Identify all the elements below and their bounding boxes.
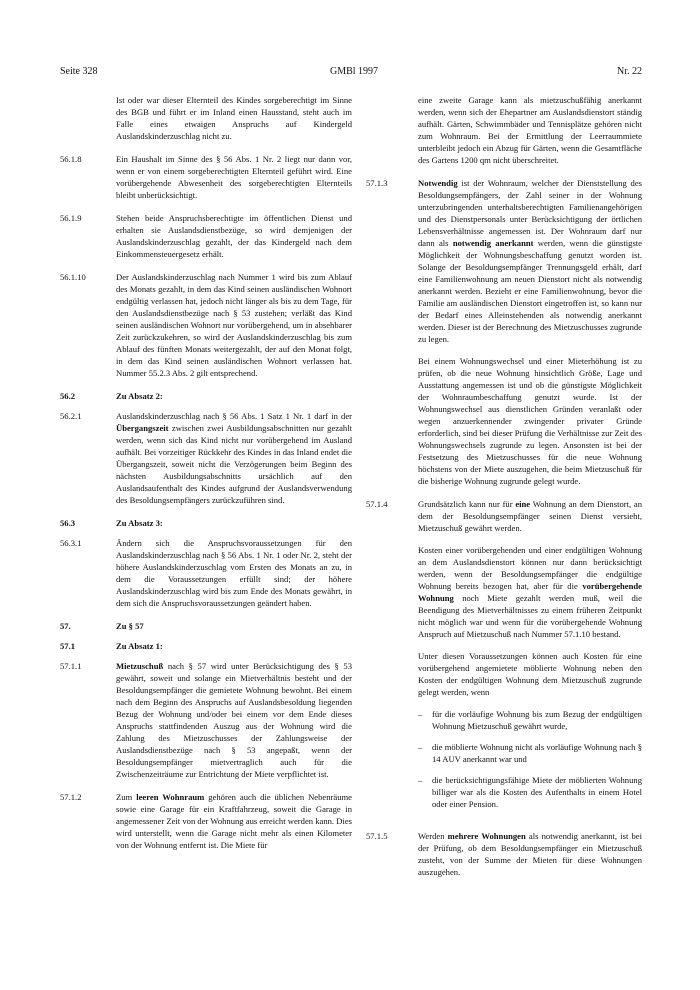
- paragraph-number: 57.: [60, 621, 71, 631]
- dash-marker: –: [418, 775, 423, 785]
- section-heading: [60, 517, 352, 529]
- paragraph-body: [116, 212, 352, 260]
- text-run: Stehen beide Anspruchsberechtigte im öffentlichen Dienst und erhalten sie Auslandsdienstbezüge, so wird demjenigen der Auslandskinderzuschlag gezahlt, der das Kindergeld nach dem Einkommensteuergesetz erhält.: [116, 213, 352, 259]
- text-run: Zu Absatz 3:: [116, 518, 163, 528]
- dash-list-item: [418, 708, 642, 732]
- paragraph-entry: [60, 94, 352, 142]
- paragraph-body: [116, 620, 352, 632]
- dash-list-item: [418, 741, 642, 765]
- paragraph-number: 56.1.10: [60, 272, 86, 282]
- paragraph-number: 57.1.4: [366, 499, 388, 509]
- paragraph-number: 56.2.1: [60, 411, 82, 421]
- paragraph-body: [116, 410, 352, 506]
- text-run: Kosten einer vorübergehenden und einer endgültigen Wohnung an dem Auslandsdienstort können nur dann berücksichtigt werden, wenn der Besoldungsempfänger die endgültige Wohnung bereits bezogen hat, aber für die: [418, 545, 642, 591]
- paragraph-number: 57.1.3: [366, 178, 388, 188]
- paragraph-entry: [60, 410, 352, 506]
- paragraph-number: [60, 94, 116, 142]
- text-run: Auslandskinderzuschlag nach § 56 Abs. 1 Satz 1 Nr. 1 darf in der: [116, 411, 352, 421]
- paragraph-text: [418, 177, 642, 345]
- text-run: Der Auslandskinderzuschlag nach Nummer 1 wird bis zum Ablauf des Monats gezahlt, in dem das Kind seinen ausländischen Wohnort endgültig verlassen hat, jedoch nicht länger als bis zu dem Tage, für den Auslandsdienstbezüge nach § 53 zustehen; verläßt das Kind seinen ausländischen Wohnort nur vorübergehend, um in absehbarer Zeit zurückzukehren, so wird der Auslandskinderzuschlag bis zum Ablauf des fünften Monats weitergezahlt, der auf den Monat folgt, in dem das Kind seinen ausländischen Wohnort verlassen hat. Nummer 55.2.3 Abs. 2 gilt entsprechend.: [116, 272, 352, 378]
- paragraph-number: 56.1.9: [60, 213, 82, 223]
- text-run: Ist oder war dieser Elternteil des Kindes sorgeberechtigt im Sinne des BGB und führt er im Inland einen Hausstand, steht auch im Falle eines etwaigen Anspruchs auf Kindergeld Auslandskinderzuschlag nicht zu.: [116, 95, 352, 141]
- page-number: Seite 328: [60, 66, 98, 77]
- right-column: [366, 94, 642, 889]
- text-run: ist der Wohnraum, welcher der Dienststellung des Besoldungsempfängers, der Zahl seiner in der Wohnung unterzubringenden unterhaltsberechtigten Familienangehörigen und des Dienstpersonals unter Berücksichtigung der örtlichen Lebensverhältnisse angemessen ist. Der Wohnraum darf nur dann als: [418, 178, 642, 248]
- paragraph-body: [418, 94, 642, 166]
- bold-term: mehrere Wohnungen: [447, 831, 526, 841]
- bold-term: notwendig anerkannt: [452, 238, 534, 248]
- paragraph-body: [116, 153, 352, 201]
- paragraph-entry: [366, 830, 642, 878]
- paragraph-body: [116, 390, 352, 402]
- text-run: Zu Absatz 2:: [116, 391, 163, 401]
- paragraph-entry: [60, 537, 352, 609]
- paragraph-body: [116, 660, 352, 780]
- paragraph-body: [418, 830, 642, 878]
- text-run: Unter diesen Voraussetzungen können auch Kosten für eine vorübergehend angemietete möblierte Wohnung neben den Kosten der endgültigen Wohnung dem Mietzuschuß zugrunde gelegt werden, wenn: [418, 651, 642, 697]
- paragraph-text: [418, 544, 642, 640]
- text-run: zwischen zwei Ausbildungsabschnitten nur gezahlt werden, wenn sich das Kind nicht nur vorübergehend im Ausland aufhält. Bei vorzeitiger Rückkehr des Kindes in das Inland endet die Übergangszeit, soweit nicht die Verzögerungen beim Beginn des nächsten Ausbildungsabschnitts ursächlich auf den Auslandsaufenthalt des Kindes aufgrund der Auslandsverwendung des Besoldungsempfängers zurückzuführen sind.: [116, 423, 352, 505]
- dash-list-item: [418, 774, 642, 810]
- paragraph-entry: [366, 498, 642, 819]
- bold-term: Mietzuschuß: [116, 661, 164, 671]
- paragraph-number: 57.1: [60, 641, 76, 651]
- text-run: Grundsätzlich kann nur für: [418, 499, 516, 509]
- paragraph-number: 57.1.1: [60, 661, 82, 671]
- paragraph-entry: [60, 153, 352, 201]
- page-header: [60, 66, 642, 80]
- text-run: Zum: [116, 792, 137, 802]
- text-run: Ändern sich die Anspruchsvoraussetzungen für den Auslandskinderzuschlag nach § 56 Abs. 1 Nr. 1 oder Nr. 2, steht der höhere Auslandskinderzuschlag vom Ersten des Monats an zu, in dem die Voraussetzungen erfüllt sind; der höhere Auslandskinderzuschlag wird bis zum Ende des Monats gewährt, in dem sich die Anspruchsvoraussetzungen geändert haben.: [116, 538, 352, 608]
- paragraph-number: 57.1.2: [60, 792, 82, 802]
- section-heading: [60, 640, 352, 652]
- text-run: noch Miete gezahlt werden muß, weil die Beendigung des Mietverhältnisses zu einem früheren Zeitpunkt nicht möglich war und wenn für die vorübergehende Wohnung Anspruch auf Mietzuschuß nach Nummer 57.1.10 bestand.: [418, 593, 642, 639]
- section-heading: [60, 620, 352, 632]
- text-run: als notwendig anerkannt, ist bei der Prüfung, ob dem Besoldungsempfänger ein Mietzuschuß zusteht, von der Summe der Mieten für diese Wohnungen auszugehen.: [418, 831, 642, 877]
- text-run: Werden: [418, 831, 448, 841]
- dash-item-text: die möblierte Wohnung nicht als vorläufige Wohnung nach § 14 AUV anerkannt war und: [432, 742, 642, 764]
- paragraph-number: 56.3.1: [60, 538, 82, 548]
- paragraph-text: [418, 355, 642, 487]
- text-run: gehören auch die üblichen Nebenräume sowie eine Garage für ein Kraftfahrzeug, soweit die Garage in angemessener Zeit von der Wohnung aus erreicht werden kann. Dies wird unterstellt, wenn die Garage nicht mehr als einen Kilometer von der Wohnung entfernt ist. Die Miete für: [116, 792, 352, 850]
- issue-number: Nr. 22: [617, 66, 642, 77]
- paragraph-number: [366, 94, 418, 166]
- section-heading: [60, 390, 352, 402]
- paragraph-entry: [366, 94, 642, 166]
- bold-term: Übergangszeit: [116, 423, 169, 433]
- text-run: Ein Haushalt im Sinne des § 56 Abs. 1 Nr. 2 liegt nur dann vor, wenn er von einem sorgeberechtigten Elternteil geführt wird. Eine vorübergehende Abwesenheit des sorgeberechtigten Elternteils bleibt unberücksichtigt.: [116, 154, 352, 200]
- text-run: eine zweite Garage kann als mietzuschußfähig anerkannt werden, wenn sich der Ehepartner am Auslandsdienstort ständig aufhält. Gärten, Schwimmbäder und Tennisplätze gehören nicht zum Wohnraum. Bei der Ermittlung der Leerraummiete unterbleibt jedoch ein Abzug für Gärten, wenn die Gesamtfläche des Gartens 1200 qm nicht überschreitet.: [418, 95, 642, 165]
- paragraph-entry: [60, 791, 352, 851]
- dash-marker: –: [418, 742, 423, 752]
- paragraph-entry: [60, 271, 352, 379]
- paragraph-text: [418, 650, 642, 698]
- bold-term: eine: [515, 499, 531, 509]
- text-run: Bei einem Wohnungswechsel und einer Mieterhöhung ist zu prüfen, ob die neue Wohnung hinsichtlich Größe, Lage und Ausstattung angemessen ist und ob die günstigste Möglichkeit der Wohnraumbeschaffung genutzt wurde. Ist der Wohnungswechsel aus dienstlichen Gründen veranlaßt oder wegen anzuerkennender zwingender privater Gründe erforderlich, sind bei dieser Prüfung die Verhältnisse zur Zeit des Wohnungswechsels zugrunde zu legen. Ansonsten ist bei der Festsetzung des Mietzuschusses für die neue Wohnung höchstens von der Miete auszugehen, die beim Mietzuschuß für die bisherige Wohnung zugrunde gelegt wurde.: [418, 356, 642, 486]
- bold-term: leeren Wohnraum: [136, 792, 205, 802]
- text-run: werden, wenn die günstigste Möglichkeit der Wohnungsbeschaffung genutzt worden ist. Solange der Besoldungsempfänger Trennungsgeld erhält, darf eine Familienwohnung am neuen Dienstort nicht als notwendig anerkannt werden. Bezieht er eine Familienwohnung, bevor die Familie am ausländischen Dienstort eingetroffen ist, so kann nur der Bedarf eines Alleinstehenden als notwendig anerkannt werden. Dieser ist der Berechnung des Mietzuschusses zugrunde zu legen.: [418, 238, 642, 344]
- paragraph-body: [418, 177, 642, 487]
- paragraph-number: 57.1.5: [366, 831, 388, 841]
- paragraph-body: [116, 94, 352, 142]
- paragraph-entry: [366, 177, 642, 487]
- paragraph-body: [116, 517, 352, 529]
- paragraph-body: [116, 537, 352, 609]
- text-run: Zu Absatz 1:: [116, 641, 163, 651]
- text-run: Wohnung an dem Dienstort, an dem der Besoldungsempfänger seinen Dienst versieht, Mietzuschuß gewährt werden.: [418, 499, 642, 533]
- text-run: Zu § 57: [116, 621, 144, 631]
- bold-term: vorübergehende Wohnung: [418, 581, 642, 603]
- dash-marker: –: [418, 709, 423, 719]
- paragraph-text: [418, 498, 642, 534]
- paragraph-body: [116, 640, 352, 652]
- bold-term: Notwendig: [418, 178, 458, 188]
- paragraph-number: 56.3: [60, 518, 76, 528]
- dash-item-text: die berücksichtigungsfähige Miete der möblierten Wohnung billiger war als die Kosten des Aufenthalts in einem Hotel oder einer Pension.: [432, 775, 642, 809]
- paragraph-entry: [60, 660, 352, 780]
- dash-item-text: für die vorläufige Wohnung bis zum Bezug der endgültigen Wohnung Mietzuschuß gewährt wurde,: [432, 709, 642, 731]
- paragraph-number: 56.2: [60, 391, 76, 401]
- paragraph-body: [116, 271, 352, 379]
- paragraph-number: 56.1.8: [60, 154, 82, 164]
- paragraph-entry: [60, 212, 352, 260]
- journal-title: GMBl 1997: [330, 66, 379, 77]
- text-run: nach § 57 wird unter Berücksichtigung des § 53 gewährt, soweit und solange ein Mietverhältnis besteht und der Besoldungsempfänger die gemietete Wohnung bewohnt. Bei einem nach dem Beginn des Anspruchs auf Auslandsbesoldung liegenden Bezug der Wohnung und/oder bei einem vor dem Ende dieses Anspruchs stattfindenden Auszug aus der Wohnung wird die Zahlung des Mietzuschusses der Zahlungsweise der Auslandsdienstbezüge nach § 53 angepaßt, wenn der Besoldungsempfänger mietvertraglich auch für die Zwischenzeiträume zur Entrichtung der Miete verpflichtet ist.: [116, 661, 352, 779]
- paragraph-body: [418, 498, 642, 819]
- left-column: [60, 94, 352, 862]
- paragraph-body: [116, 791, 352, 851]
